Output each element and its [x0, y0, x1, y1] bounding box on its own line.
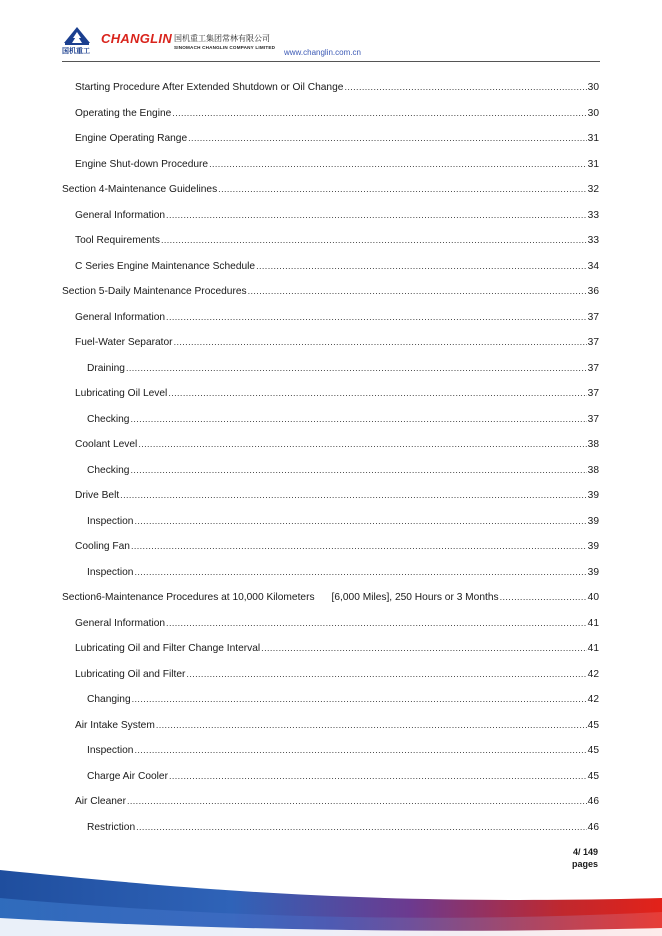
- toc-dot-leader: [186, 662, 586, 688]
- toc-section-entry[interactable]: [62, 279, 599, 305]
- toc-entry[interactable]: [62, 483, 599, 509]
- toc-entry[interactable]: [62, 713, 599, 739]
- toc-entry-title: Lubricating Oil Level: [75, 388, 168, 399]
- toc-entry[interactable]: [62, 662, 599, 688]
- toc-dot-leader: [130, 407, 586, 433]
- toc-entry-title: Draining: [87, 362, 125, 374]
- toc-entry-page: 33: [587, 209, 599, 221]
- toc-entry[interactable]: [62, 101, 599, 127]
- brand-name: CHANGLIN: [101, 31, 173, 46]
- toc-entry-page: 30: [587, 107, 599, 119]
- toc-entry[interactable]: [62, 228, 599, 254]
- toc-entry-page: 46: [587, 796, 599, 807]
- company-name-english: SINOMACH CHANGLIN COMPANY LIMITED: [174, 45, 276, 50]
- toc-entry-title: Starting Procedure After Extended Shutdown or Oil Change: [75, 82, 344, 93]
- toc-section-entry[interactable]: [62, 585, 599, 611]
- toc-entry-title: Air Intake System: [75, 719, 155, 731]
- toc-entry-page: 38: [587, 439, 599, 450]
- toc-dot-leader: [134, 509, 586, 535]
- toc-entry-page: 39: [587, 515, 599, 527]
- toc-entry-title: Inspection: [87, 745, 134, 756]
- toc-dot-leader: [161, 228, 587, 254]
- toc-entry-page: 34: [587, 260, 599, 272]
- toc-entry-page: 42: [587, 694, 599, 705]
- toc-entry-page: 37: [587, 337, 599, 348]
- toc-entry-title: Charge Air Cooler: [87, 770, 168, 782]
- toc-entry-page: 45: [587, 770, 599, 782]
- toc-entry-page: 33: [587, 235, 599, 246]
- toc-entry-title: Section 5-Daily Maintenance Procedures: [62, 286, 247, 297]
- toc-dot-leader: [138, 432, 586, 458]
- toc-entry-title: Lubricating Oil and Filter Change Interval: [75, 643, 261, 654]
- toc-entry-title: Changing: [87, 694, 131, 705]
- toc-entry-title: Inspection: [87, 566, 134, 578]
- toc-dot-leader: [134, 560, 586, 586]
- toc-dot-leader: [126, 356, 587, 382]
- toc-entry-title: Engine Operating Range: [75, 133, 188, 144]
- toc-entry-page: 45: [587, 719, 599, 731]
- toc-entry-title: C Series Engine Maintenance Schedule: [75, 260, 256, 272]
- toc-entry-page: 39: [587, 541, 599, 552]
- toc-entry-page: 32: [587, 184, 599, 195]
- toc-entry-page: 39: [587, 490, 599, 501]
- toc-dot-leader: [500, 585, 587, 611]
- table-of-contents: [62, 75, 599, 840]
- toc-entry[interactable]: [62, 432, 599, 458]
- toc-subentry[interactable]: [62, 458, 599, 484]
- toc-section-entry[interactable]: [62, 177, 599, 203]
- toc-entry-page: 37: [587, 413, 599, 425]
- toc-subentry[interactable]: [62, 560, 599, 586]
- toc-dot-leader: [261, 636, 586, 662]
- toc-entry[interactable]: [62, 305, 599, 331]
- toc-dot-leader: [209, 152, 587, 178]
- toc-entry-title: Operating the Engine: [75, 107, 172, 119]
- toc-entry-page: 46: [587, 821, 599, 833]
- toc-entry-page: 45: [587, 745, 599, 756]
- toc-entry[interactable]: [62, 203, 599, 229]
- toc-subentry[interactable]: [62, 764, 599, 790]
- toc-entry-title: Air Cleaner: [75, 796, 126, 807]
- company-name-chinese: 国机重工集团常林有限公司: [174, 34, 270, 43]
- toc-subentry[interactable]: [62, 738, 599, 764]
- toc-entry-page: 37: [587, 388, 599, 399]
- page-number-suffix: pages: [571, 859, 598, 869]
- toc-dot-leader: [188, 126, 587, 152]
- toc-entry-page: 31: [587, 133, 599, 144]
- page-number-current: 4/ 149: [572, 847, 598, 857]
- toc-dot-leader: [344, 75, 586, 101]
- footer-color-band: [0, 858, 662, 936]
- toc-dot-leader: [166, 611, 587, 637]
- header-divider: [62, 61, 600, 62]
- toc-entry-title: Restriction: [87, 821, 136, 833]
- toc-entry-page: 41: [587, 617, 599, 629]
- page-header: [0, 0, 662, 62]
- toc-entry-page: 42: [587, 668, 599, 680]
- toc-entry-title: Section 4-Maintenance Guidelines: [62, 184, 218, 195]
- toc-dot-leader: [174, 330, 587, 356]
- toc-dot-leader: [218, 177, 586, 203]
- toc-dot-leader: [256, 254, 587, 280]
- toc-entry[interactable]: [62, 381, 599, 407]
- toc-dot-leader: [168, 381, 586, 407]
- toc-dot-leader: [132, 687, 587, 713]
- toc-entry-title: General Information: [75, 617, 166, 629]
- toc-entry-title: General Information: [75, 209, 166, 221]
- toc-entry-title: General Information: [75, 311, 166, 323]
- toc-dot-leader: [130, 458, 586, 484]
- toc-entry[interactable]: [62, 611, 599, 637]
- toc-dot-leader: [120, 483, 586, 509]
- toc-entry-page: 37: [587, 362, 599, 374]
- toc-dot-leader: [172, 101, 586, 127]
- toc-entry[interactable]: [62, 126, 599, 152]
- logo-subtitle: 国机重工: [62, 47, 90, 55]
- toc-entry[interactable]: [62, 152, 599, 178]
- toc-entry-page: 38: [587, 464, 599, 476]
- toc-entry-title: Drive Belt: [75, 490, 120, 501]
- toc-entry-title: Tool Requirements: [75, 235, 160, 246]
- toc-entry[interactable]: [62, 636, 599, 662]
- toc-subentry[interactable]: [62, 815, 599, 841]
- toc-dot-leader: [169, 764, 587, 790]
- toc-entry[interactable]: [62, 75, 599, 101]
- toc-dot-leader: [136, 815, 587, 841]
- changlin-logo-icon: [62, 26, 92, 46]
- toc-entry-title: Engine Shut-down Procedure: [75, 158, 209, 170]
- toc-entry-page: 39: [587, 566, 599, 578]
- toc-dot-leader: [248, 279, 587, 305]
- toc-dot-leader: [127, 789, 587, 815]
- toc-subentry[interactable]: [62, 509, 599, 535]
- toc-entry-page: 40: [587, 592, 599, 603]
- toc-entry-page: 36: [587, 286, 599, 297]
- website-link[interactable]: www.changlin.com.cn: [284, 48, 361, 57]
- toc-entry-title: Checking: [87, 464, 130, 476]
- toc-entry-title: Section6-Maintenance Procedures at 10,000 Kilometers [6,000 Miles], 250 Hours or 3 Months: [62, 592, 499, 603]
- toc-entry-page: 41: [587, 643, 599, 654]
- toc-entry-title: Cooling Fan: [75, 541, 130, 552]
- toc-subentry[interactable]: [62, 356, 599, 382]
- toc-subentry[interactable]: [62, 407, 599, 433]
- toc-entry-page: 30: [587, 82, 599, 93]
- toc-entry-title: Inspection: [87, 515, 134, 527]
- toc-dot-leader: [156, 713, 587, 739]
- toc-entry-title: Coolant Level: [75, 439, 138, 450]
- toc-entry-title: Fuel-Water Separator: [75, 337, 173, 348]
- toc-entry-title: Lubricating Oil and Filter: [75, 668, 186, 680]
- toc-entry[interactable]: [62, 254, 599, 280]
- toc-entry[interactable]: [62, 534, 599, 560]
- toc-entry[interactable]: [62, 330, 599, 356]
- toc-subentry[interactable]: [62, 687, 599, 713]
- toc-entry-page: 37: [587, 311, 599, 323]
- toc-entry-title: Checking: [87, 413, 130, 425]
- toc-entry-page: 31: [587, 158, 599, 170]
- toc-dot-leader: [166, 305, 587, 331]
- toc-dot-leader: [166, 203, 587, 229]
- toc-entry[interactable]: [62, 789, 599, 815]
- toc-dot-leader: [131, 534, 587, 560]
- toc-dot-leader: [134, 738, 586, 764]
